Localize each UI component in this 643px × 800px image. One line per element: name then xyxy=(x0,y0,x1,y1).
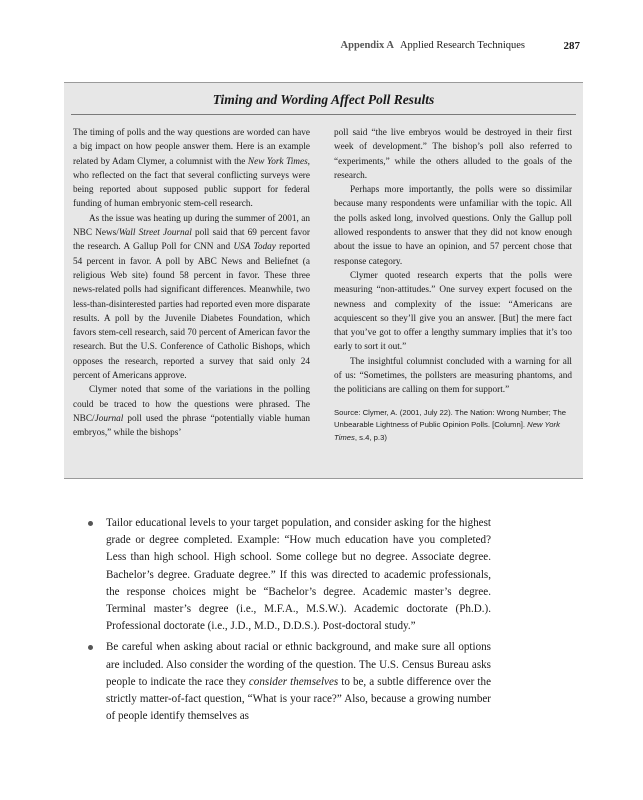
running-head-text xyxy=(341,40,525,51)
box-right-column xyxy=(334,126,572,444)
appendix-label: Appendix A xyxy=(340,40,394,51)
right-paragraph-4: The insightful columnist concluded with a warning for all of us: “Sometimes, the pollsters are measuring phantoms, and the politicians are calling on them for support.” xyxy=(334,356,572,396)
sidebar-box xyxy=(64,82,583,479)
left-paragraph-3: Clymer noted that some of the variations in the polling could be traced to how the questions were phrased. The NBC/Journal poll used the phrase “potentially viable human embryos,” while the bishops’ xyxy=(73,385,310,439)
bullet-list xyxy=(84,515,491,729)
left-paragraph-1: The timing of polls and the way questions are worded can have a big impact on how people answer them. Here is an example related by Adam Clymer, a columnist with the New York Times, who reflected on the fact that several conflicting surveys were being reported about supposed public support for federal funding of human embryonic stem-cell research. xyxy=(73,128,310,210)
right-paragraph-3: Clymer quoted research experts that the polls were measuring “non-attitudes.” One survey expert focused on the newness and complexity of the issue: “Americans are acquiescent so they’ll give you an answer. [But] the mere fact that you’ve got to offer a lengthy summary implies that it’s too early to sort it out.” xyxy=(334,270,572,353)
running-head xyxy=(0,40,643,56)
bullet-item-education: Tailor educational levels to your target population, and consider asking for the highest grade or degree completed. Example: “How much education have you completed? Less than high school. High school. Some college but no degree. Associate degree. Bachelor’s degree. Graduate degree.” If this was directed to academic professionals, the response choices might be “Bachelor’s degree. Academic master’s degree. Terminal master’s degree (i.e., M.F.A., M.S.W.). Academic doctorate (Ph.D.). Professional doctorate (i.e., J.D., M.D., D.D.S.). Post-doctoral study.” xyxy=(84,515,491,635)
bullet-dot-icon xyxy=(88,645,93,650)
page-number: 287 xyxy=(563,40,580,52)
bullet-dot-icon xyxy=(88,521,93,526)
box-title-rule xyxy=(71,114,576,115)
right-paragraph-1: poll said “the live embryos would be destroyed in their first week of development.” The bishop’s poll also referred to “experiments,” while the others alluded to the goals of the research. xyxy=(334,128,572,181)
source-citation: Source: Clymer, A. (2001, July 22). The Nation: Wrong Number; The Unbearable Lightness of Public Opinion Polls. [Column]. New York Times, s.4, p.3) xyxy=(334,407,567,442)
left-paragraph-2: As the issue was heating up during the summer of 2001, an NBC News/Wall Street Journal poll said that 69 percent favor the research. A Gallup Poll for CNN and USA Today reported 54 percent in favor. A poll by ABC News and Beliefnet (a religious Web site) found 58 percent in favor. These three news-related polls had significant differences. Meanwhile, two less-than-disinterested parties had reported even more disparate results. A poll by the Juvenile Diabetes Foundation, which favors stem-cell research, said 70 percent of American favor the research. But the U.S. Conference of Catholic Bishops, which opposes the research, reported a survey that said only 24 percent of Americans approve. xyxy=(73,213,310,382)
bullet-item-race: Be careful when asking about racial or ethnic background, and make sure all options are included. Also consider the wording of the question. The U.S. Census Bureau asks people to indicate the race they consider themselves to be, a subtle difference over the strictly matter-of-fact question, “What is your race?” Also, because a growing number of people identify themselves as xyxy=(84,639,491,725)
chapter-title: Applied Research Techniques xyxy=(399,40,525,51)
box-title: Timing and Wording Affect Poll Results xyxy=(212,92,435,107)
right-paragraph-2: Perhaps more importantly, the polls were so dissimilar because many respondents were unfamiliar with the topic. All the polls asked long, involved questions. Only the Gallup poll allowed respondents to answer that they did not know enough about the issue to have an opinion, and 57 percent chose that response category. xyxy=(334,185,572,267)
box-left-column xyxy=(73,126,310,441)
